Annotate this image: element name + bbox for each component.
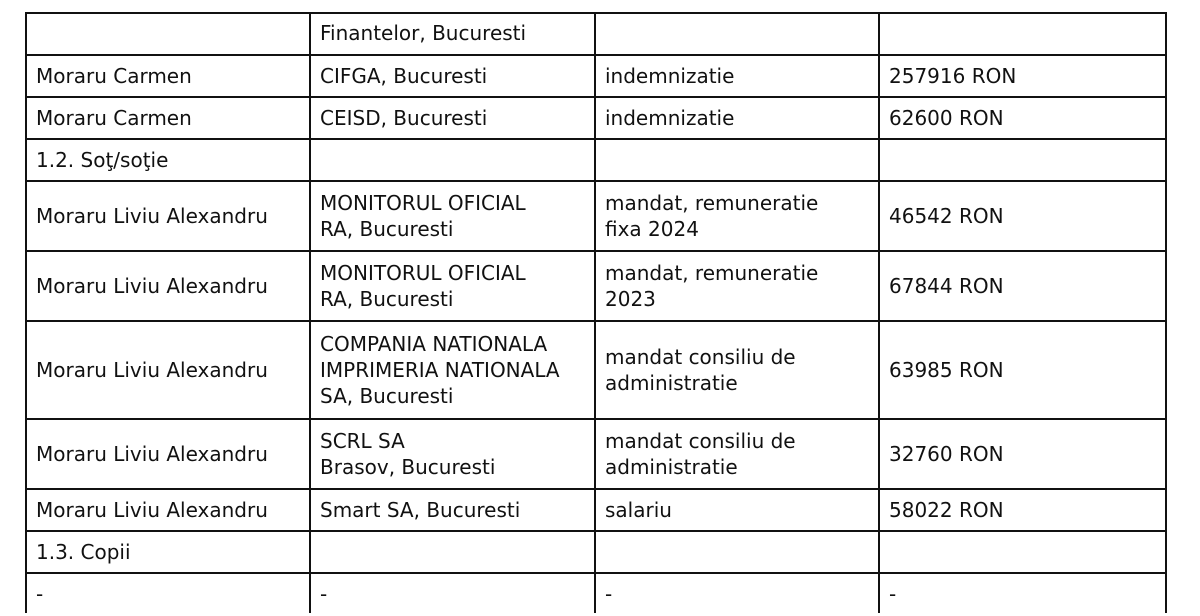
table-cell: [879, 13, 1166, 55]
table-row: [26, 573, 1166, 613]
table-cell: mandat, remuneratie fixa 2024: [595, 181, 879, 251]
table-cell: 32760 RON: [879, 419, 1166, 489]
table-cell: 58022 RON: [879, 489, 1166, 531]
table-row: [26, 13, 1166, 55]
table-cell: Moraru Carmen: [26, 55, 310, 97]
table-cell: CEISD, Bucuresti: [310, 97, 595, 139]
table-cell: MONITORUL OFICIAL RA, Bucuresti: [310, 181, 595, 251]
table-row: [26, 251, 1166, 321]
table-cell: 63985 RON: [879, 321, 1166, 419]
table-cell: Moraru Liviu Alexandru: [26, 489, 310, 531]
table-cell: [879, 139, 1166, 181]
table-cell: indemnizatie: [595, 97, 879, 139]
table-cell: indemnizatie: [595, 55, 879, 97]
table-cell: mandat, remuneratie 2023: [595, 251, 879, 321]
table-cell: Moraru Carmen: [26, 97, 310, 139]
table-cell: [595, 531, 879, 573]
table-cell: -: [26, 573, 310, 613]
table-cell: [310, 531, 595, 573]
table-cell: Moraru Liviu Alexandru: [26, 251, 310, 321]
table-cell: [310, 139, 595, 181]
table-cell: Finantelor, Bucuresti: [310, 13, 595, 55]
table-cell: -: [310, 573, 595, 613]
table-cell: 257916 RON: [879, 55, 1166, 97]
table-cell: SCRL SA Brasov, Bucuresti: [310, 419, 595, 489]
table-row: [26, 181, 1166, 251]
table-cell: CIFGA, Bucuresti: [310, 55, 595, 97]
income-table-container: [25, 12, 1165, 613]
table-cell: -: [595, 573, 879, 613]
table-row: [26, 489, 1166, 531]
table-cell: Moraru Liviu Alexandru: [26, 181, 310, 251]
table-row: [26, 55, 1166, 97]
table-cell: Moraru Liviu Alexandru: [26, 321, 310, 419]
section-row: [26, 139, 1166, 181]
table-cell: Moraru Liviu Alexandru: [26, 419, 310, 489]
table-row: [26, 97, 1166, 139]
table-cell: mandat consiliu de administratie: [595, 321, 879, 419]
table-cell: salariu: [595, 489, 879, 531]
table-cell: [595, 139, 879, 181]
section-row: [26, 531, 1166, 573]
table-row: [26, 321, 1166, 419]
section-heading: 1.2. Soţ/soţie: [26, 139, 310, 181]
table-cell: -: [879, 573, 1166, 613]
table-cell: COMPANIA NATIONALA IMPRIMERIA NATIONALA SA, Bucuresti: [310, 321, 595, 419]
section-heading: 1.3. Copii: [26, 531, 310, 573]
table-cell: MONITORUL OFICIAL RA, Bucuresti: [310, 251, 595, 321]
table-cell: 67844 RON: [879, 251, 1166, 321]
table-cell: 62600 RON: [879, 97, 1166, 139]
table-cell: 46542 RON: [879, 181, 1166, 251]
table-cell: mandat consiliu de administratie: [595, 419, 879, 489]
table-cell: Smart SA, Bucuresti: [310, 489, 595, 531]
table-row: [26, 419, 1166, 489]
table-cell: [879, 531, 1166, 573]
income-table: [25, 12, 1167, 613]
table-cell: [26, 13, 310, 55]
table-cell: [595, 13, 879, 55]
